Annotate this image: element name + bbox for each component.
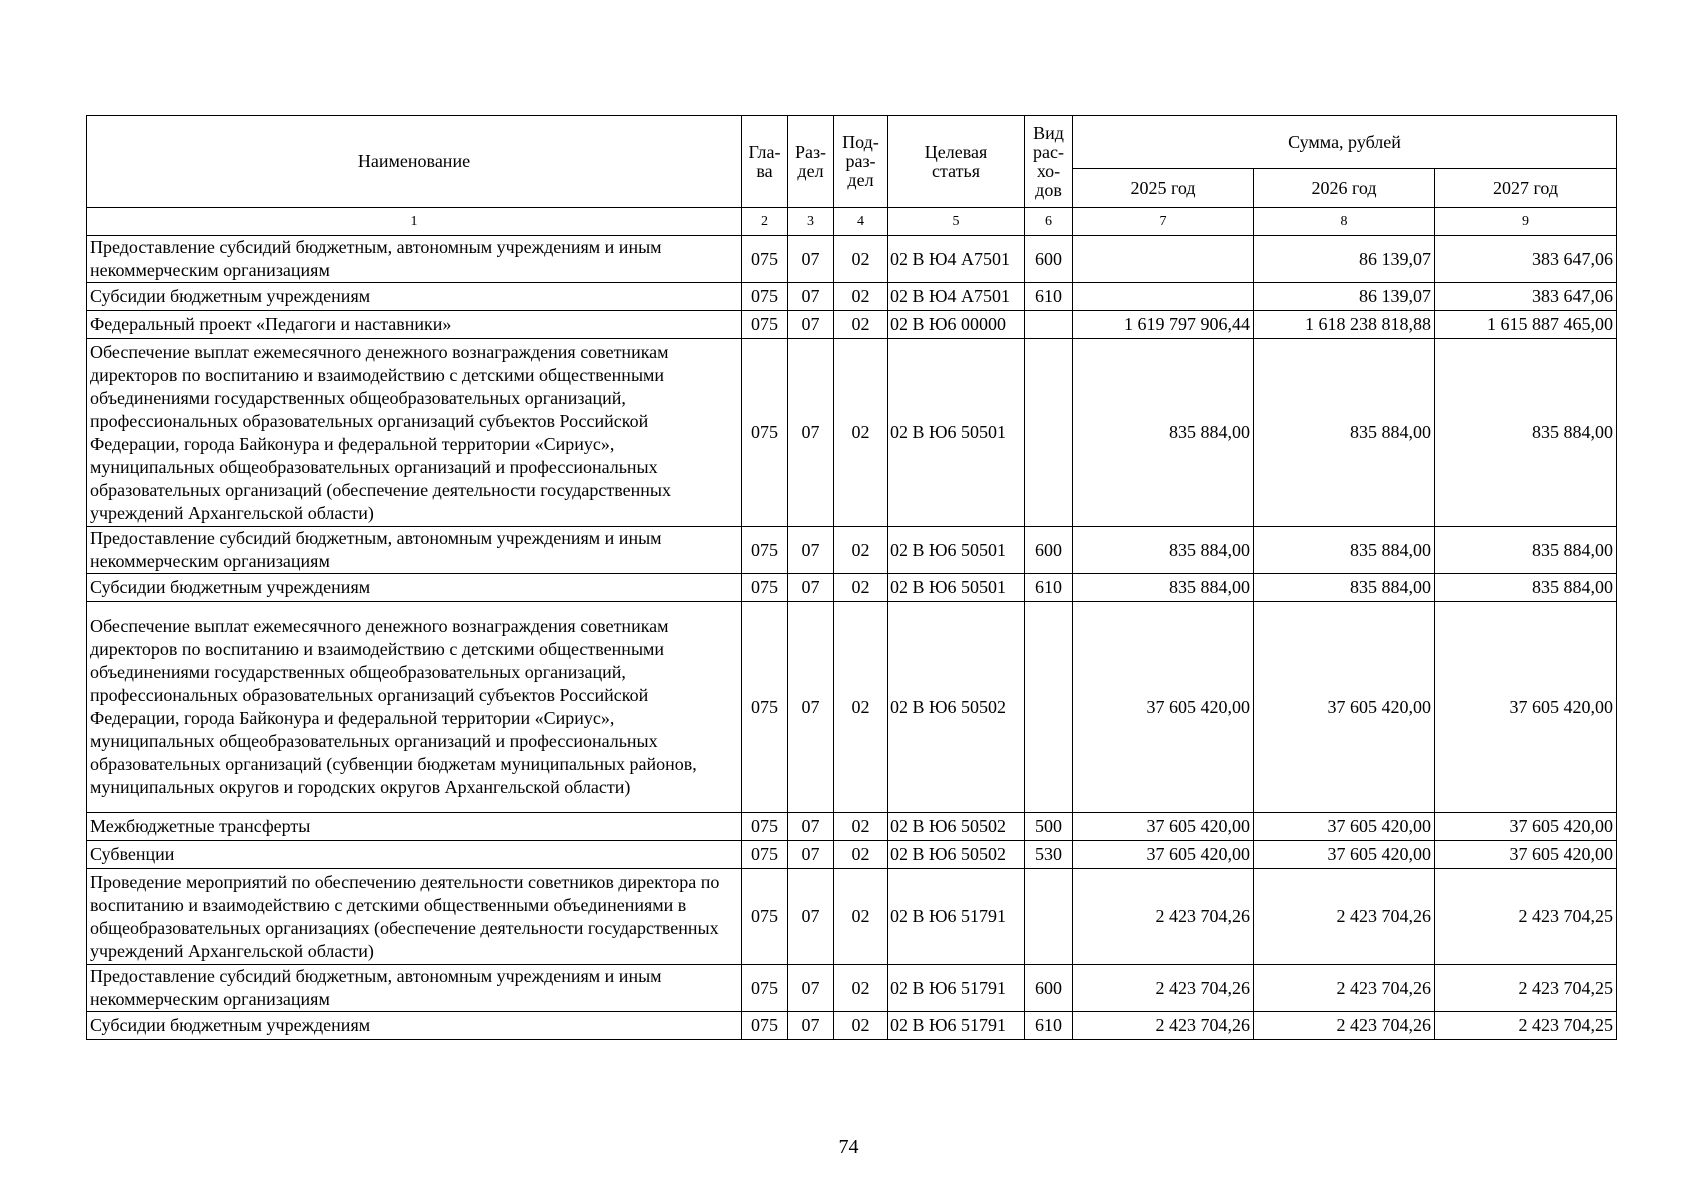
row-section: 07	[788, 841, 834, 869]
row-target-article: 02 В Ю6 00000	[888, 311, 1025, 339]
row-chapter: 075	[742, 574, 788, 602]
header-name: Наименование	[87, 116, 742, 208]
row-sum-2025: 37 605 420,00	[1073, 841, 1254, 869]
row-chapter: 075	[742, 236, 788, 283]
table-row	[87, 841, 1617, 869]
column-number: 8	[1254, 208, 1435, 236]
row-sum-2027: 2 423 704,25	[1435, 1012, 1617, 1040]
row-subsection: 02	[834, 841, 888, 869]
row-expense-type: 600	[1025, 236, 1073, 283]
header-year-2026: 2026 год	[1254, 169, 1435, 208]
row-sum-2025	[1073, 236, 1254, 283]
table-row	[87, 311, 1617, 339]
row-target-article: 02 В Ю4 А7501	[888, 283, 1025, 311]
row-sum-2027: 383 647,06	[1435, 283, 1617, 311]
row-sum-2025: 37 605 420,00	[1073, 813, 1254, 841]
row-subsection: 02	[834, 1012, 888, 1040]
row-sum-2025: 835 884,00	[1073, 339, 1254, 527]
row-subsection: 02	[834, 236, 888, 283]
column-number: 9	[1435, 208, 1617, 236]
row-expense-type	[1025, 311, 1073, 339]
budget-table	[86, 115, 1617, 1040]
row-sum-2026: 835 884,00	[1254, 339, 1435, 527]
row-chapter: 075	[742, 311, 788, 339]
header-year-2027: 2027 год	[1435, 169, 1617, 208]
row-section: 07	[788, 602, 834, 813]
row-sum-2027: 37 605 420,00	[1435, 813, 1617, 841]
budget-table-container	[86, 115, 1616, 1040]
table-row	[87, 527, 1617, 574]
row-expense-type	[1025, 602, 1073, 813]
row-sum-2026: 2 423 704,26	[1254, 965, 1435, 1012]
header-chapter: Гла- ва	[742, 116, 788, 208]
row-sum-2025: 37 605 420,00	[1073, 602, 1254, 813]
row-section: 07	[788, 283, 834, 311]
column-number: 5	[888, 208, 1025, 236]
row-target-article: 02 В Ю6 51791	[888, 1012, 1025, 1040]
row-expense-type: 530	[1025, 841, 1073, 869]
row-sum-2027: 37 605 420,00	[1435, 602, 1617, 813]
header-subsection: Под- раз- дел	[834, 116, 888, 208]
row-name: Субвенции	[87, 841, 742, 869]
row-sum-2026: 86 139,07	[1254, 283, 1435, 311]
row-chapter: 075	[742, 813, 788, 841]
column-number: 3	[788, 208, 834, 236]
row-sum-2025: 2 423 704,26	[1073, 965, 1254, 1012]
row-sum-2026: 835 884,00	[1254, 527, 1435, 574]
table-body	[87, 236, 1617, 1040]
table-row	[87, 283, 1617, 311]
row-name: Обеспечение выплат ежемесячного денежного вознаграждения советникам директоров по воспитанию и взаимодействию с детскими общественными объединениями государственных общеобразовательных организаций, профессиональных образовательных организаций субъектов Российской Федерации, города Байконура и федеральной территории «Сириус», муниципальных общеобразовательных организаций и профессиональных образовательных организаций (обеспечение деятельности государственных учреждений Архангельской области)	[87, 339, 742, 527]
row-chapter: 075	[742, 527, 788, 574]
table-row	[87, 339, 1617, 527]
row-expense-type	[1025, 339, 1073, 527]
row-name: Проведение мероприятий по обеспечению деятельности советников директора по воспитанию и взаимодействию с детскими общественными объединениями в общеобразовательных организациях (обеспечение деятельности государственных учреждений Архангельской области)	[87, 869, 742, 965]
row-sum-2025	[1073, 283, 1254, 311]
row-expense-type: 610	[1025, 574, 1073, 602]
row-chapter: 075	[742, 965, 788, 1012]
row-sum-2026: 37 605 420,00	[1254, 602, 1435, 813]
row-name: Межбюджетные трансферты	[87, 813, 742, 841]
row-sum-2025: 1 619 797 906,44	[1073, 311, 1254, 339]
table-row	[87, 869, 1617, 965]
row-section: 07	[788, 813, 834, 841]
column-number: 6	[1025, 208, 1073, 236]
row-sum-2026: 1 618 238 818,88	[1254, 311, 1435, 339]
row-sum-2025: 2 423 704,26	[1073, 1012, 1254, 1040]
row-sum-2027: 835 884,00	[1435, 527, 1617, 574]
row-sum-2026: 2 423 704,26	[1254, 1012, 1435, 1040]
page-number: 74	[838, 1136, 859, 1158]
row-expense-type: 600	[1025, 527, 1073, 574]
row-section: 07	[788, 339, 834, 527]
column-number: 2	[742, 208, 788, 236]
row-name: Предоставление субсидий бюджетным, автономным учреждениям и иным некоммерческим организациям	[87, 527, 742, 574]
row-name: Предоставление субсидий бюджетным, автономным учреждениям и иным некоммерческим организациям	[87, 965, 742, 1012]
row-chapter: 075	[742, 1012, 788, 1040]
row-expense-type	[1025, 869, 1073, 965]
header-expense-type: Вид рас- хо- дов	[1025, 116, 1073, 208]
row-section: 07	[788, 965, 834, 1012]
row-sum-2026: 835 884,00	[1254, 574, 1435, 602]
row-subsection: 02	[834, 813, 888, 841]
row-name: Субсидии бюджетным учреждениям	[87, 283, 742, 311]
row-subsection: 02	[834, 602, 888, 813]
row-subsection: 02	[834, 869, 888, 965]
row-target-article: 02 В Ю6 51791	[888, 965, 1025, 1012]
row-expense-type: 610	[1025, 283, 1073, 311]
row-sum-2025: 835 884,00	[1073, 574, 1254, 602]
table-row	[87, 813, 1617, 841]
table-row	[87, 602, 1617, 813]
row-section: 07	[788, 574, 834, 602]
row-expense-type: 500	[1025, 813, 1073, 841]
row-sum-2027: 37 605 420,00	[1435, 841, 1617, 869]
row-sum-2026: 86 139,07	[1254, 236, 1435, 283]
row-target-article: 02 В Ю6 50501	[888, 339, 1025, 527]
header-year-2025: 2025 год	[1073, 169, 1254, 208]
row-chapter: 075	[742, 869, 788, 965]
row-name: Федеральный проект «Педагоги и наставники»	[87, 311, 742, 339]
row-subsection: 02	[834, 527, 888, 574]
row-section: 07	[788, 869, 834, 965]
row-subsection: 02	[834, 574, 888, 602]
row-subsection: 02	[834, 965, 888, 1012]
row-sum-2027: 2 423 704,25	[1435, 869, 1617, 965]
row-section: 07	[788, 236, 834, 283]
row-target-article: 02 В Ю4 А7501	[888, 236, 1025, 283]
row-section: 07	[788, 311, 834, 339]
table-row	[87, 574, 1617, 602]
row-name: Обеспечение выплат ежемесячного денежного вознаграждения советникам директоров по воспитанию и взаимодействию с детскими общественными объединениями государственных общеобразовательных организаций, профессиональных образовательных организаций субъектов Российской Федерации, города Байконура и федеральной территории «Сириус», муниципальных общеобразовательных организаций и профессиональных образовательных организаций (субвенции бюджетам муниципальных районов, муниципальных округов и городских округов Архангельской области)	[87, 602, 742, 813]
row-subsection: 02	[834, 339, 888, 527]
row-chapter: 075	[742, 841, 788, 869]
row-target-article: 02 В Ю6 50502	[888, 841, 1025, 869]
row-section: 07	[788, 527, 834, 574]
row-subsection: 02	[834, 283, 888, 311]
row-sum-2026: 37 605 420,00	[1254, 841, 1435, 869]
row-sum-2027: 835 884,00	[1435, 339, 1617, 527]
header-target-article: Целевая статья	[888, 116, 1025, 208]
row-sum-2027: 1 615 887 465,00	[1435, 311, 1617, 339]
row-chapter: 075	[742, 283, 788, 311]
row-target-article: 02 В Ю6 51791	[888, 869, 1025, 965]
row-name: Предоставление субсидий бюджетным, автономным учреждениям и иным некоммерческим организациям	[87, 236, 742, 283]
column-number: 1	[87, 208, 742, 236]
row-section: 07	[788, 1012, 834, 1040]
table-row	[87, 236, 1617, 283]
row-expense-type: 600	[1025, 965, 1073, 1012]
row-sum-2025: 2 423 704,26	[1073, 869, 1254, 965]
row-target-article: 02 В Ю6 50501	[888, 527, 1025, 574]
header-sum: Сумма, рублей	[1073, 116, 1617, 169]
table-row	[87, 1012, 1617, 1040]
column-number: 4	[834, 208, 888, 236]
row-target-article: 02 В Ю6 50501	[888, 574, 1025, 602]
row-sum-2027: 383 647,06	[1435, 236, 1617, 283]
row-target-article: 02 В Ю6 50502	[888, 813, 1025, 841]
row-sum-2026: 2 423 704,26	[1254, 869, 1435, 965]
table-header	[87, 116, 1617, 236]
column-number: 7	[1073, 208, 1254, 236]
row-expense-type: 610	[1025, 1012, 1073, 1040]
row-subsection: 02	[834, 311, 888, 339]
header-section: Раз- дел	[788, 116, 834, 208]
row-name: Субсидии бюджетным учреждениям	[87, 574, 742, 602]
row-chapter: 075	[742, 602, 788, 813]
row-sum-2027: 835 884,00	[1435, 574, 1617, 602]
row-target-article: 02 В Ю6 50502	[888, 602, 1025, 813]
column-number-row	[87, 208, 1617, 236]
row-name: Субсидии бюджетным учреждениям	[87, 1012, 742, 1040]
row-sum-2025: 835 884,00	[1073, 527, 1254, 574]
table-row	[87, 965, 1617, 1012]
row-sum-2026: 37 605 420,00	[1254, 813, 1435, 841]
row-sum-2027: 2 423 704,25	[1435, 965, 1617, 1012]
row-chapter: 075	[742, 339, 788, 527]
